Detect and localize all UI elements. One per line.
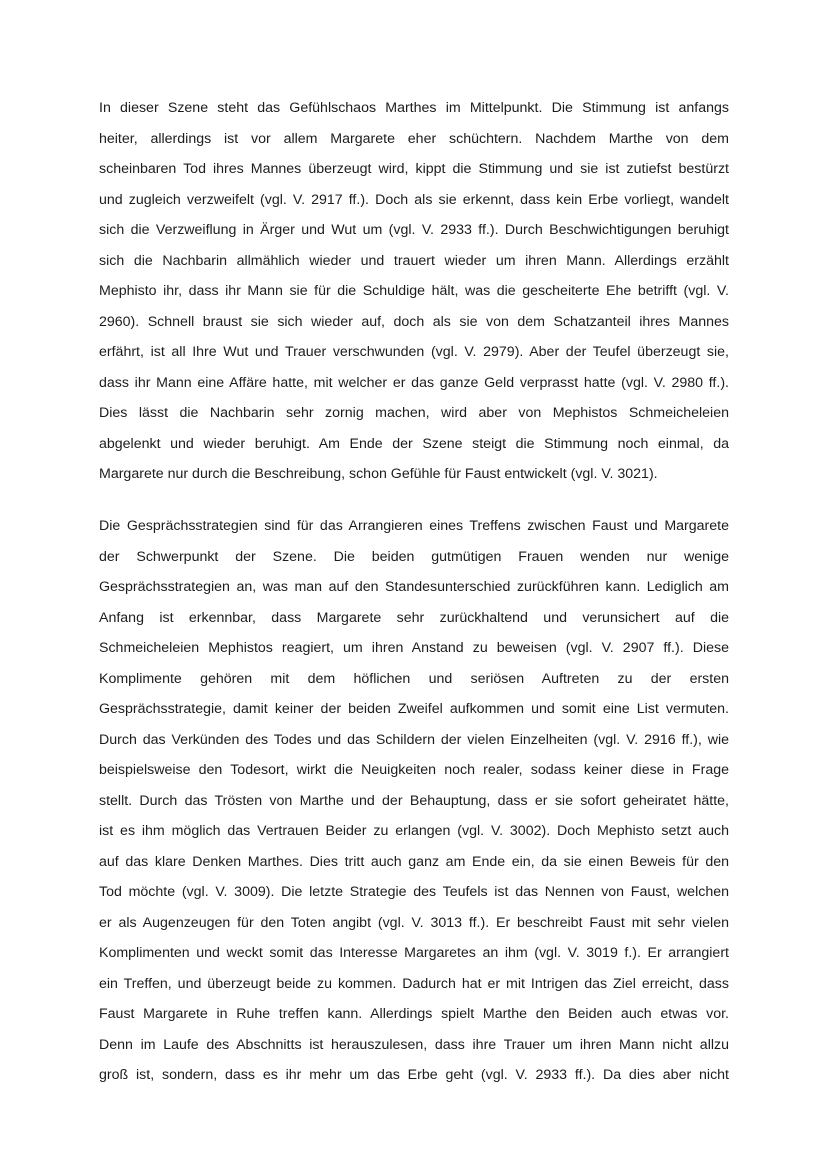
text-line: In dieser Szene steht das Gefühlschaos Marthes im Mittelpunkt. Die Stimmung ist anfangs (99, 100, 729, 116)
paragraph-gefuehlschaos (99, 93, 729, 490)
text-line: Faust Margarete in Ruhe treffen kann. Allerdings spielt Marthe den Beiden auch etwas vor. (99, 1006, 729, 1022)
text-line: und zugleich verzweifelt (vgl. V. 2917 ff.). Doch als sie erkennt, dass kein Erbe vorliegt, wandelt (99, 191, 729, 208)
text-line: er als Augenzeugen für den Toten angibt (vgl. V. 3013 ff.). Er beschreibt Faust mit sehr vielen (99, 914, 729, 931)
text-line: Margarete nur durch die Beschreibung, schon Gefühle für Faust entwickelt (vgl. V. 3021). (99, 466, 658, 482)
text-line: auf das klare Denken Marthes. Dies tritt auch ganz am Ende ein, da sie einen Beweis für den (99, 853, 729, 870)
text-line: Denn im Laufe des Abschnitts ist herauszulesen, dass ihre Trauer um ihren Mann nicht allzu (99, 1036, 729, 1053)
text-line: Komplimente gehören mit dem höflichen und seriösen Auftreten zu der ersten (99, 670, 729, 687)
text-line: stellt. Durch das Trösten von Marthe und der Behauptung, dass er sie sofort geheiratet hätte, (99, 792, 729, 809)
text-line: sich die Nachbarin allmählich wieder und trauert wieder um ihren Mann. Allerdings erzählt (99, 252, 729, 269)
text-line: ein Treffen, und überzeugt beide zu kommen. Dadurch hat er mit Intrigen das Ziel erreicht, dass (99, 975, 729, 992)
text-line: Mephisto ihr, dass ihr Mann sie für die Schuldige hält, was die gescheiterte Ehe betrifft (vgl. V. (99, 283, 729, 299)
text-line: Tod möchte (vgl. V. 3009). Die letzte Strategie des Teufels ist das Nennen von Faust, welchen (99, 884, 729, 900)
text-line: Gesprächsstrategien an, was man auf den Standesunterschied zurückführen kann. Lediglich am (99, 579, 729, 595)
text-line: ist es ihm möglich das Vertrauen Beider zu erlangen (vgl. V. 3002). Doch Mephisto setzt auch (99, 823, 729, 839)
text-line: Durch das Verkünden des Todes und das Schildern der vielen Einzelheiten (vgl. V. 2916 ff.), wie (99, 731, 729, 748)
text-line: Komplimenten und weckt somit das Interesse Margaretes an ihm (vgl. V. 3019 f.). Er arrangiert (99, 945, 729, 961)
text-line: Anfang ist erkennbar, dass Margarete sehr zurückhaltend und verunsichert auf die (99, 609, 729, 626)
text-line: 2960). Schnell braust sie sich wieder auf, doch als sie von dem Schatzanteil ihres Mannes (99, 313, 729, 330)
text-line: heiter, allerdings ist vor allem Margarete eher schüchtern. Nachdem Marthe von dem (99, 130, 729, 147)
text-line: scheinbaren Tod ihres Mannes überzeugt wird, kippt die Stimmung und sie ist zutiefst bestürzt (99, 161, 729, 177)
text-line: beispielsweise den Todesort, wirkt die Neuigkeiten noch realer, sodass keiner diese in Frage (99, 762, 729, 778)
text-line: Die Gesprächsstrategien sind für das Arrangieren eines Treffens zwischen Faust und Margarete (99, 518, 729, 534)
text-line: Schmeicheleien Mephistos reagiert, um ihren Anstand zu beweisen (vgl. V. 2907 ff.). Diese (99, 640, 729, 656)
text-line: Dies lässt die Nachbarin sehr zornig machen, wird aber von Mephistos Schmeicheleien (99, 405, 729, 421)
paragraph-gespraechsstrategien (99, 511, 729, 1091)
text-line: dass ihr Mann eine Affäre hatte, mit welcher er das ganze Geld verprasst hatte (vgl. V. 2980 ff.). (99, 374, 729, 391)
text-line: groß ist, sondern, dass es ihr mehr um das Erbe geht (vgl. V. 2933 ff.). Da dies aber nicht (99, 1067, 729, 1083)
text-line: erfährt, ist all Ihre Wut und Trauer verschwunden (vgl. V. 2979). Aber der Teufel überzeugt sie, (99, 344, 729, 360)
text-line: Gesprächsstrategie, damit keiner der beiden Zweifel aufkommen und somit eine List vermuten. (99, 701, 729, 717)
text-line: sich die Verzweiflung in Ärger und Wut um (vgl. V. 2933 ff.). Durch Beschwichtigungen beruhigt (99, 222, 729, 238)
text-line: der Schwerpunkt der Szene. Die beiden gutmütigen Frauen wenden nur wenige (99, 548, 729, 565)
text-line: abgelenkt und wieder beruhigt. Am Ende der Szene steigt die Stimmung noch einmal, da (99, 435, 729, 452)
